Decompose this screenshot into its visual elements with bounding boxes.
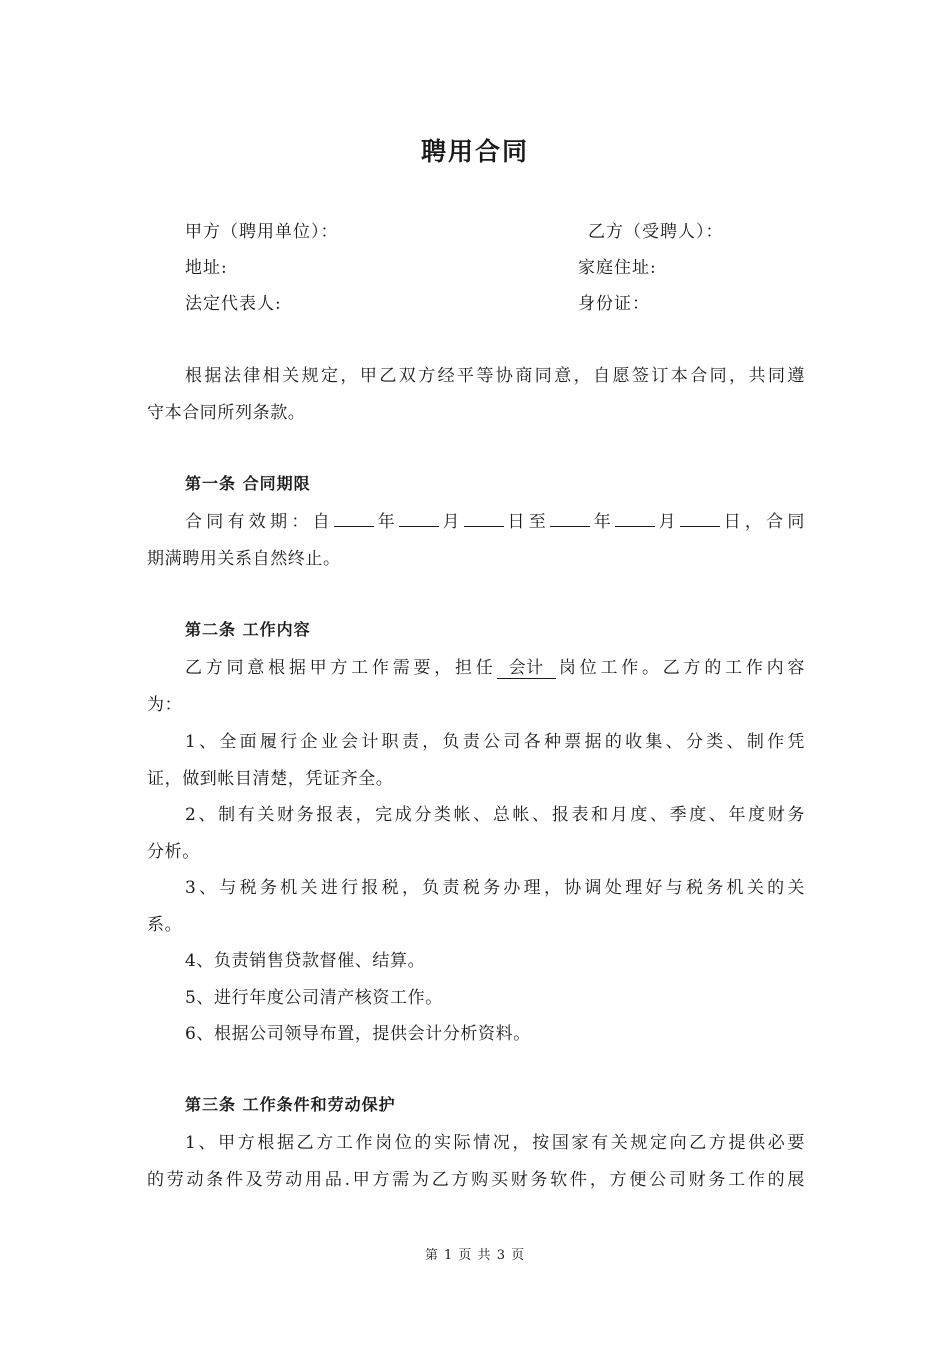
article-2-heading: 第二条 工作内容 [185,620,311,639]
end-month-blank [615,511,655,527]
year-label: 年 [373,512,399,532]
assign-suffix: 岗位工作。乙方的工作内容 [555,658,806,678]
party-b-label: 乙方（受聘人）： [588,222,724,242]
duty-5: 5、进行年度公司清产核资工作。 [185,988,443,1008]
intro-line-2: 守本合同所列条款。 [147,403,306,423]
month-label: 月 [654,512,680,532]
duty-2-line-1: 2、制有关财务报表，完成分类帐、总帐、报表和月度、季度、年度财务 [185,805,805,825]
assign-prefix: 乙方同意根据甲方工作需要，担任 [185,658,497,678]
party-b-id: 身份证： [578,294,650,314]
start-year-blank [334,511,374,527]
party-b-address: 家庭住址: [578,258,657,278]
document-title: 聘用合同 [420,137,529,166]
end-day-blank [680,511,720,527]
end-year-blank [550,511,590,527]
start-month-blank [399,511,439,527]
party-a-label: 甲方（聘用单位）： [185,222,339,242]
article-2-line-2: 为： [147,695,183,715]
day-contract-label: 日，合同 [719,512,806,532]
term-prefix: 合同有效期：自 [185,512,334,532]
duty-6: 6、根据公司领导布置，提供会计分析资料。 [185,1024,531,1044]
position-field: 会计 [497,653,556,679]
article-3-line-2: 的劳动条件及劳动用品.甲方需为乙方购买财务软件，方便公司财务工作的展 [147,1170,805,1190]
day-to-label: 日至 [503,512,551,532]
duty-2-line-2: 分析。 [147,842,200,862]
party-a-representative: 法定代表人: [185,294,282,314]
intro-line-1: 根据法律相关规定，甲乙双方经平等协商同意，自愿签订本合同，共同遵 [185,366,805,386]
page-number-footer: 第 1 页 共 3 页 [424,1248,526,1263]
article-2-line-1 [185,653,805,679]
duty-3-line-2: 系。 [147,915,183,935]
start-day-blank [464,511,504,527]
duty-1-line-2: 证，做到帐目清楚，凭证齐全。 [147,769,394,789]
duty-1-line-1: 1、全面履行企业会计职责，负责公司各种票据的收集、分类、制作凭 [185,732,805,752]
article-1-heading: 第一条 合同期限 [185,474,311,493]
article-1-line-1 [185,507,805,532]
article-3-heading: 第三条 工作条件和劳动保护 [185,1095,396,1114]
duty-3-line-1: 3、与税务机关进行报税，负责税务办理，协调处理好与税务机关的关 [185,878,805,898]
month-label: 月 [438,512,464,532]
year-label: 年 [590,512,615,532]
article-3-line-1: 1、甲方根据乙方工作岗位的实际情况，按国家有关规定向乙方提供必要 [185,1133,805,1153]
duty-4: 4、负责销售贷款督催、结算。 [185,951,426,971]
article-1-line-2: 期满聘用关系自然终止。 [147,549,341,569]
party-a-address: 地址: [185,258,228,278]
